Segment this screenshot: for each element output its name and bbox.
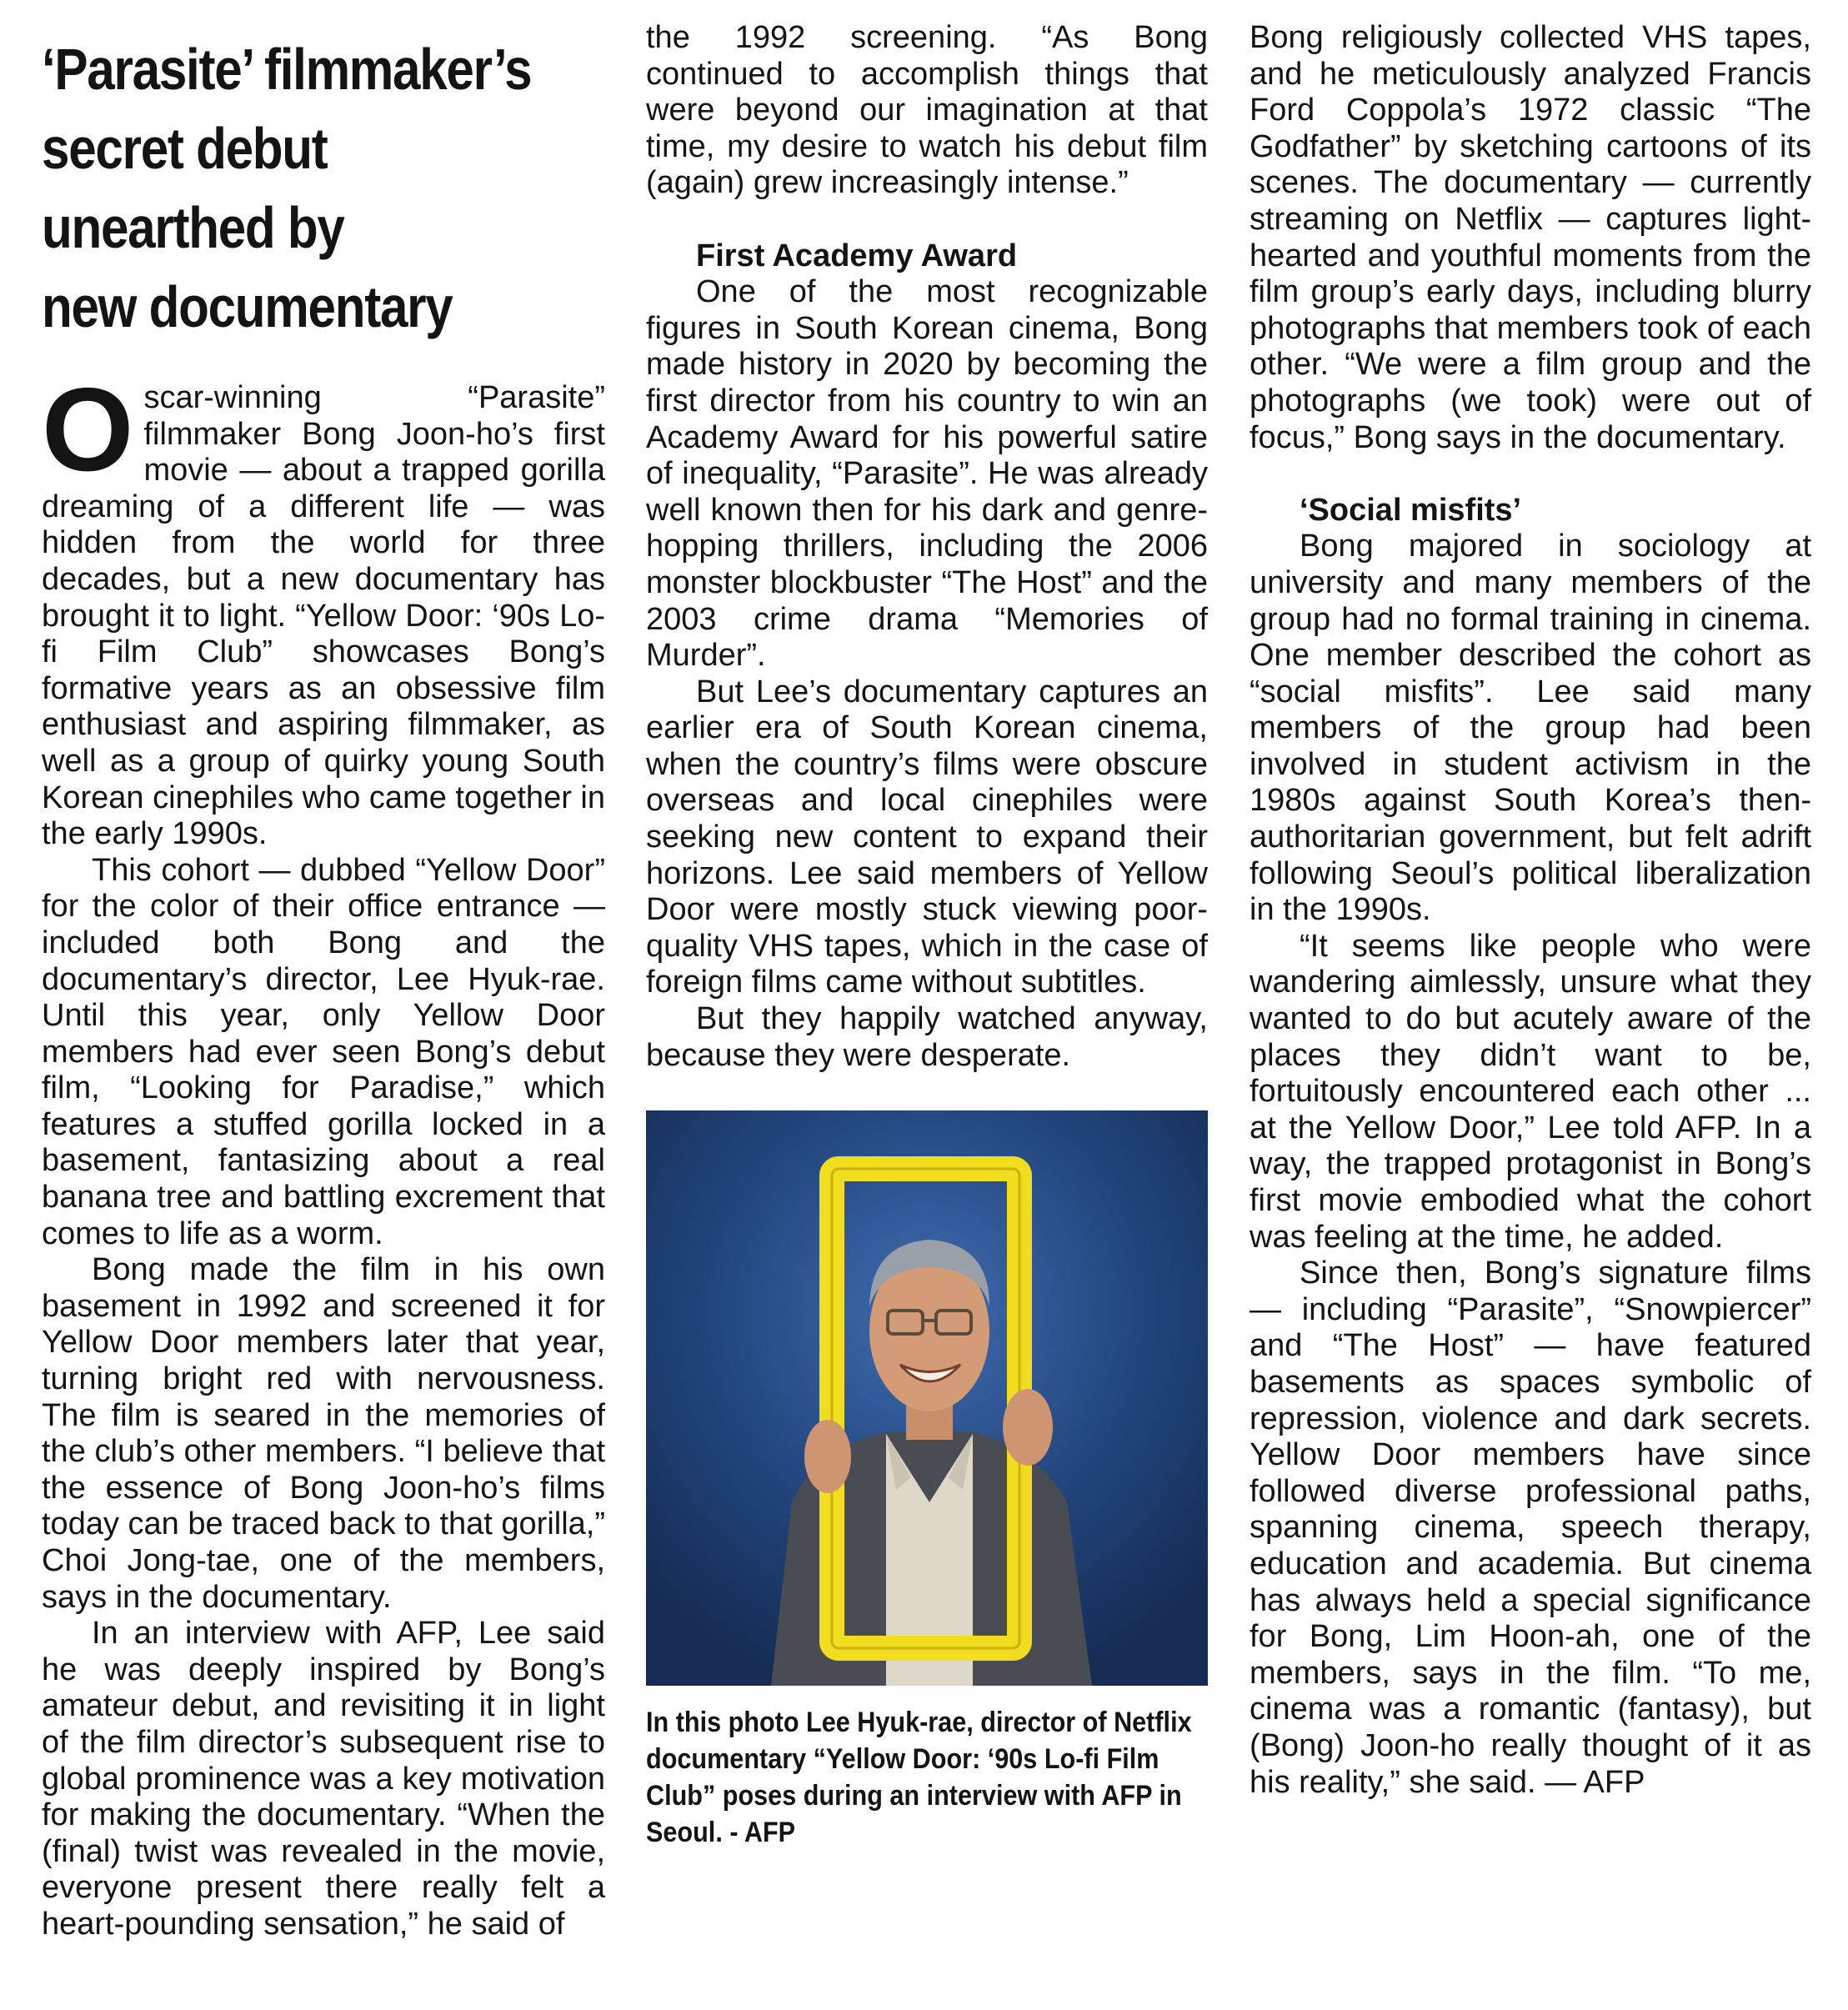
body-paragraph: “It seems like people who were wandering aimlessly, unsure what they wanted to do but acutely aware of the places they didn’t want to be, fortuitously encountered each other ... at the Yellow Door,” Lee told AFP. In a way, the trapped protagonist in Bong’s first movie embodied what the cohort was feeling at the time, he added. [1250, 928, 1811, 1255]
body-paragraph: Since then, Bong’s signature films — including “Parasite”, “Snowpiercer” and “The Host” — have featured basements as spaces symbolic of repression, violence and dark secrets. Yellow Door members have since followed diverse professional paths, spanning cinema, speech therapy, education and academia. But cinema has always held a special significance for Bong, Lim Hoon-ah, one of the members, says in the film. “To me, cinema was a romantic (fantasy), but (Bong) Joon-ho really thought of it as his reality,” she said. — AFP [1250, 1256, 1811, 1800]
article-column-3 [1250, 20, 1811, 1801]
body-paragraph: Bong majored in sociology at university and many members of the group had no formal training in cinema. One member described the cohort as “social misfits”. Lee said many members of the group had been involved in student activism in the 1980s against South Korea’s then-authoritarian government, but felt adrift following Seoul’s political liberalization in the 1990s. [1250, 529, 1811, 928]
article-photo [646, 1110, 1208, 1686]
photo-caption: In this photo Lee Hyuk-rae, director of Netflix documentary “Yellow Door: ‘90s Lo-fi Film Club” poses during an interview with AFP in Seoul. - AFP [646, 1707, 1192, 1849]
subheading: First Academy Award [696, 238, 1018, 273]
body-paragraph: But Lee’s documentary captures an earlier era of South Korean cinema, when the country’s films were obscure overseas and local cinephiles were seeking new content to expand their horizons. Lee said members of Yellow Door were mostly stuck viewing poor-quality VHS tapes, which in the case of foreign films came without subtitles. [646, 674, 1208, 1000]
body-paragraph: the 1992 screening. “As Bong continued to accomplish things that were beyond our imagination at that time, my desire to watch his debut film (again) grew increasingly intense.” [646, 20, 1208, 201]
headline-line: secret debut [42, 116, 328, 181]
body-paragraph: But they happily watched anyway, because they were desperate. [646, 1001, 1208, 1073]
article-column-1 [42, 20, 605, 1943]
body-paragraph: One of the most recognizable figures in South Korean cinema, Bong made history in 2020 by becoming the first director from his country to win an Academy Award for his powerful satire of inequality, “Parasite”. He was already well known then for his dark and genre-hopping thrillers, including the 2006 monster blockbuster “The Host” and the 2003 crime drama “Memories of Murder”. [646, 274, 1208, 674]
body-paragraph: This cohort — dubbed “Yellow Door” for the color of their office entrance — included both Bong and the documentary’s director, Lee Hyuk-rae. Until this year, only Yellow Door members had ever seen Bong’s debut film, “Looking for Paradise,” which features a stuffed gorilla locked in a basement, fantasizing about a real banana tree and battling excrement that comes to life as a worm. [42, 852, 605, 1251]
subheading: ‘Social misfits’ [1300, 492, 1522, 528]
headline [42, 30, 615, 347]
body-paragraph: In an interview with AFP, Lee said he was deeply inspired by Bong’s amateur debut, and revisiting it in light of the film director’s subsequent rise to global prominence was a key motivation for making the documentary. “When the (final) twist was revealed in the movie, everyone present there really felt a heart-pounding sensation,” he said of [42, 1616, 605, 1942]
body-paragraph: Bong religiously collected VHS tapes, and he meticulously analyzed Francis Ford Coppola’s 1972 classic “The Godfather” by sketching cartoons of its scenes. The documentary — currently streaming on Netflix — captures light-hearted and youthful moments from the film group’s early days, including blurry photographs that members took of each other. “We were a film group and the photographs (we took) were out of focus,” Bong says in the documentary. [1250, 20, 1811, 455]
headline-line: ‘Parasite’ filmmaker’s [42, 37, 532, 102]
article-column-2 [646, 20, 1208, 1851]
headline-line: unearthed by [42, 195, 344, 260]
headline-line: new documentary [42, 274, 453, 339]
body-paragraph: Bong made the film in his own basement in 1992 and screened it for Yellow Door members later that year, turning bright red with nervousness. The film is seared in the memories of the club’s other members. “I believe that the essence of Bong Joon-ho’s films today can be traced back to that gorilla,” Choi Jong-tae, one of the members, says in the documentary. [42, 1252, 605, 1615]
body-paragraph: Oscar-winning “Parasite” filmmaker Bong Joon-ho’s first movie — about a trapped gorilla dreaming of a different life — was hidden from the world for three decades, but a new documentary has brought it to light. “Yellow Door: ‘90s Lo-fi Film Club” showcases Bong’s formative years as an obsessive film enthusiast and aspiring filmmaker, as well as a group of quirky young South Korean cinephiles who came together in the early 1990s. [42, 363, 605, 852]
portrait-illustration [646, 1110, 1208, 1686]
